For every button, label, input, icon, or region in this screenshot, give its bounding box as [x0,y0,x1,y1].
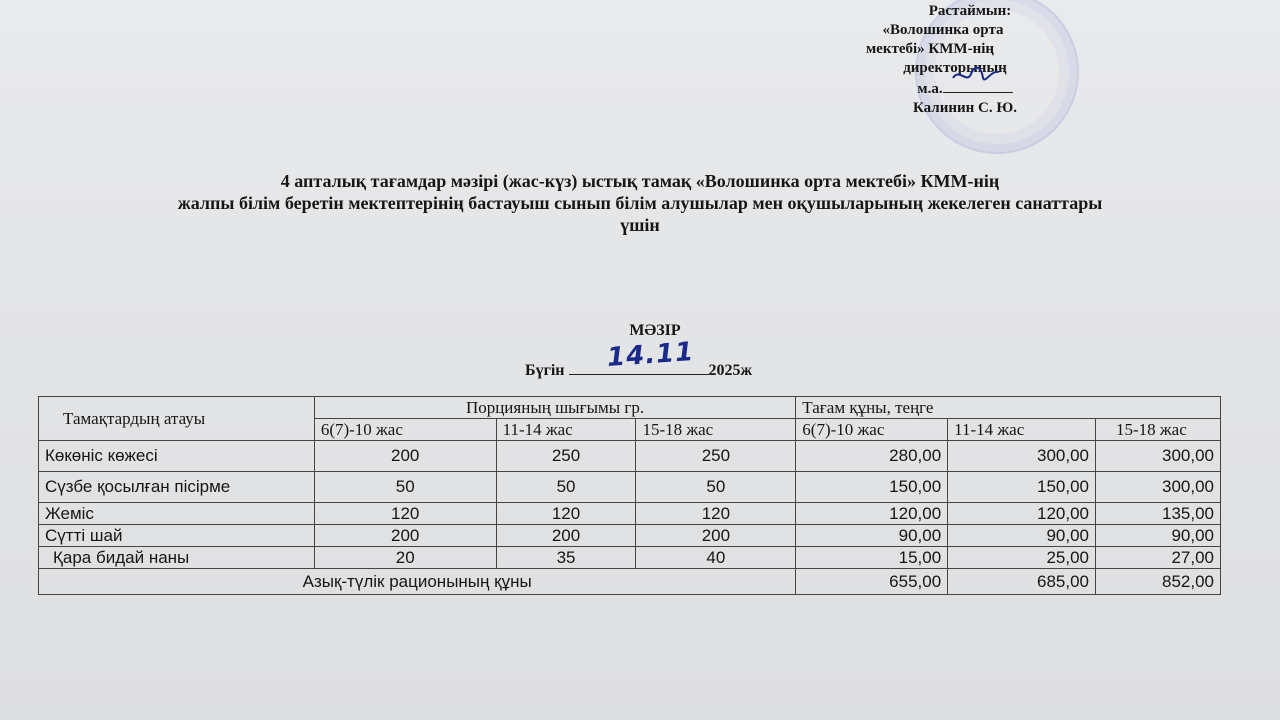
title-line2: жалпы білім беретін мектептерінің бастауыш сынып білім алушылар мен оқушыларының жекелеген санаттары [177,193,1103,213]
total-row [39,569,1221,595]
dish-name: Сүтті шай [39,525,315,547]
cost-cell: 150,00 [796,472,948,503]
total-label: Азық-түлік рационының құны [39,569,796,595]
approval-line2: «Волошинка орта [882,22,1004,38]
cost-cell: 120,00 [796,503,948,525]
portion-cell: 20 [314,547,496,569]
table-row [39,441,1221,472]
approval-line5-prefix: м.а. [917,81,943,97]
date-suffix: 2025ж [708,362,753,379]
cost-cell: 90,00 [948,525,1096,547]
cost-cell: 27,00 [1096,547,1221,569]
total-cost: 655,00 [796,569,948,595]
cost-cell: 90,00 [1096,525,1221,547]
portion-cell: 250 [496,441,636,472]
approval-line1: Растаймын: [928,3,1012,19]
portion-cell: 40 [636,547,796,569]
cost-cell: 300,00 [948,441,1096,472]
cost-cell: 135,00 [1096,503,1221,525]
portion-cell: 200 [636,525,796,547]
date-row [525,336,753,380]
dish-name: Сүзбе қосылған пісірме [39,472,315,503]
portion-cell: 120 [314,503,496,525]
cost-cell: 15,00 [796,547,948,569]
cost-cell: 300,00 [1096,441,1221,472]
age-header: 15-18 жас [1096,419,1221,441]
header-cost: Тағам құны, теңге [796,397,1221,419]
age-header: 6(7)-10 жас [314,419,496,441]
dish-name: Көкөніс көжесі [39,441,315,472]
age-header: 15-18 жас [636,419,796,441]
cost-cell: 150,00 [948,472,1096,503]
approval-block [820,2,1040,118]
cost-cell: 120,00 [948,503,1096,525]
cost-cell: 280,00 [796,441,948,472]
table-row [39,547,1221,569]
menu-heading: МӘЗІР [629,322,681,339]
portion-cell: 35 [496,547,636,569]
approval-line4: директорының [903,60,1007,76]
portion-cell: 200 [496,525,636,547]
header-portion: Порцияның шығымы гр. [314,397,795,419]
dish-name: Жеміс [39,503,315,525]
age-header: 6(7)-10 жас [796,419,948,441]
portion-cell: 50 [496,472,636,503]
date-prefix: Бүгін [525,362,565,379]
date-handwritten: 14.11 [605,336,695,374]
portion-cell: 250 [636,441,796,472]
portion-cell: 200 [314,525,496,547]
approval-line3: мектебі» КММ-нің [865,41,995,57]
signature-line [943,78,1013,93]
table-row [39,525,1221,547]
menu-table [38,396,1221,595]
portion-cell: 120 [496,503,636,525]
dish-name: Қара бидай наны [39,547,315,569]
total-cost: 852,00 [1096,569,1221,595]
portion-cell: 50 [636,472,796,503]
portion-cell: 120 [636,503,796,525]
age-header: 11-14 жас [496,419,636,441]
table-header-row [39,397,1221,419]
approval-signature-row [820,78,1040,99]
age-header: 11-14 жас [948,419,1096,441]
table-row [39,472,1221,503]
portion-cell: 200 [314,441,496,472]
cost-cell: 25,00 [948,547,1096,569]
header-dish-name: Тамақтардың атауы [39,397,315,441]
cost-cell: 90,00 [796,525,948,547]
document-title [0,170,1280,236]
portion-cell: 50 [314,472,496,503]
cost-cell: 300,00 [1096,472,1221,503]
date-line [569,336,709,375]
approval-line6: Калинин С. Ю. [912,100,1018,116]
total-cost: 685,00 [948,569,1096,595]
handwritten-signature-icon [947,64,1007,88]
table-row [39,503,1221,525]
title-line3: үшін [620,215,660,235]
title-line1: 4 апталық тағамдар мәзірі (жас-күз) ыстық тамақ «Волошинка орта мектебі» КММ-нің [280,171,1000,191]
